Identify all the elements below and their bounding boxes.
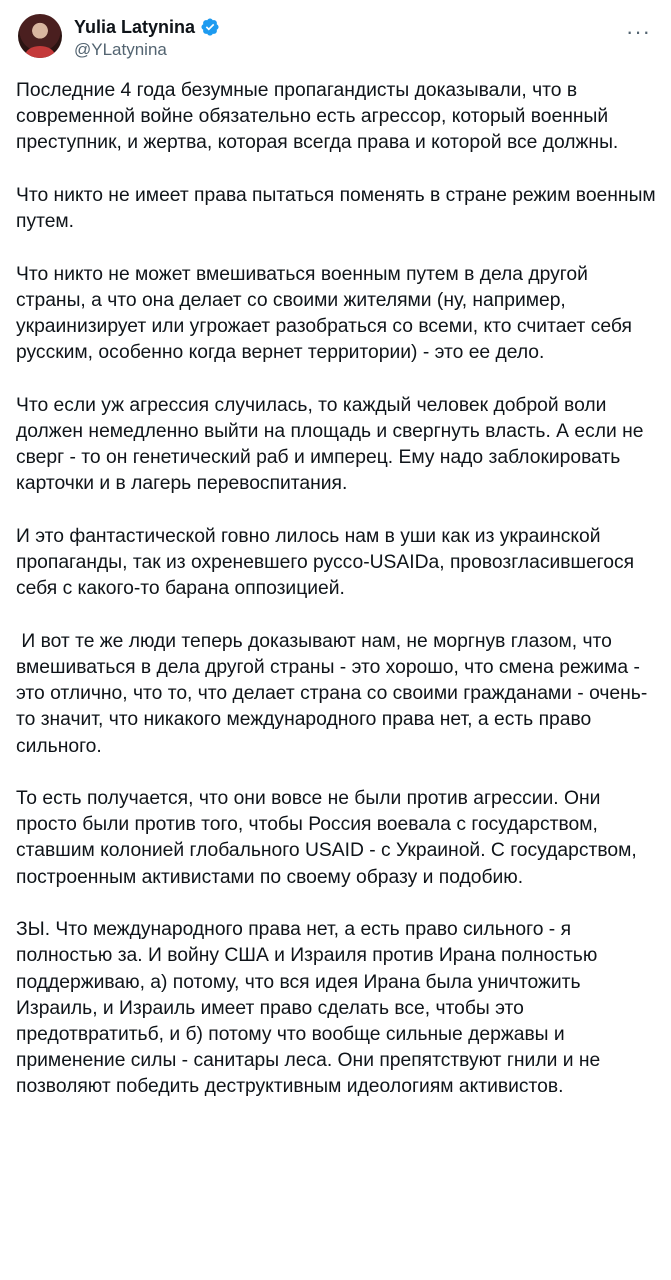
tweet-header (16, 12, 655, 62)
tweet-paragraph: Что никто не имеет права пытаться поменять в стране режим военным путем. (16, 184, 662, 233)
more-options-icon[interactable]: ··· (626, 19, 651, 44)
verified-badge-icon (200, 17, 220, 37)
tweet-paragraph: И это фантастической говно лилось нам в уши как из украинской пропаганды, так из охреневшего руссо-USAIDа, провозгласившегося себя с какого-то барана оппозицией. (16, 525, 640, 600)
author-handle[interactable]: @YLatynina (74, 40, 167, 59)
tweet-text (16, 78, 662, 1127)
avatar[interactable] (18, 14, 62, 58)
tweet-paragraph: Что если уж агрессия случилась, то каждый человек доброй воли должен немедленно выйти на площадь и свергнуть власть. А если не сверг - то он генетический раб и имперец. Ему надо заблокировать карточки и в лагерь перевоспитания. (16, 394, 649, 495)
tweet-paragraph: ЗЫ. Что международного права нет, а есть право сильного - я полностью за. И войну США и Израиля против Ирана полностью поддерживаю, а) потому, что вся идея Ирана была уничтожить Израиль, и Израиль имеет право сделать все, чтобы это предотвратитьб, и б) потому что вообще сильные державы и применение силы - санитары леса. Они препятствуют гнили и не позволяют победить деструктивным идеологиям активистов. (16, 919, 606, 1098)
tweet-paragraph: Последние 4 года безумные пропагандисты доказывали, что в современной войне обязательно есть агрессор, который военный преступник, и жертва, которая всегда права и которой все должны. (16, 80, 619, 154)
tweet-paragraph: То есть получается, что они вовсе не были против агрессии. Они просто были против того, чтобы Россия воевала с государством, ставшим колонией глобального USAID - с Украиной. С государством, построенным активистами по своему образу и подобию. (16, 788, 643, 888)
author-display-name[interactable]: Yulia Latynina (74, 16, 196, 37)
name-row (74, 16, 220, 38)
tweet-paragraph: Что никто не может вмешиваться военным путем в дела другой страны, а что она делает со своими жителями (ну, например, украинизирует или угрожает разобраться со всеми, кто считает себя русским, особенно когда вернет территории) - это ее дело. (16, 263, 638, 364)
tweet-paragraph: И вот те же люди теперь доказывают нам, не моргнув глазом, что вмешиваться в дела другой страны - это хорошо, что смена режима - это отлично, что то, что делает страна со своими гражданами - очень-то значит, что никакого международного права нет, а есть право сильного. (16, 630, 648, 757)
avatar-shoulders (25, 46, 55, 58)
author-block (74, 16, 220, 60)
